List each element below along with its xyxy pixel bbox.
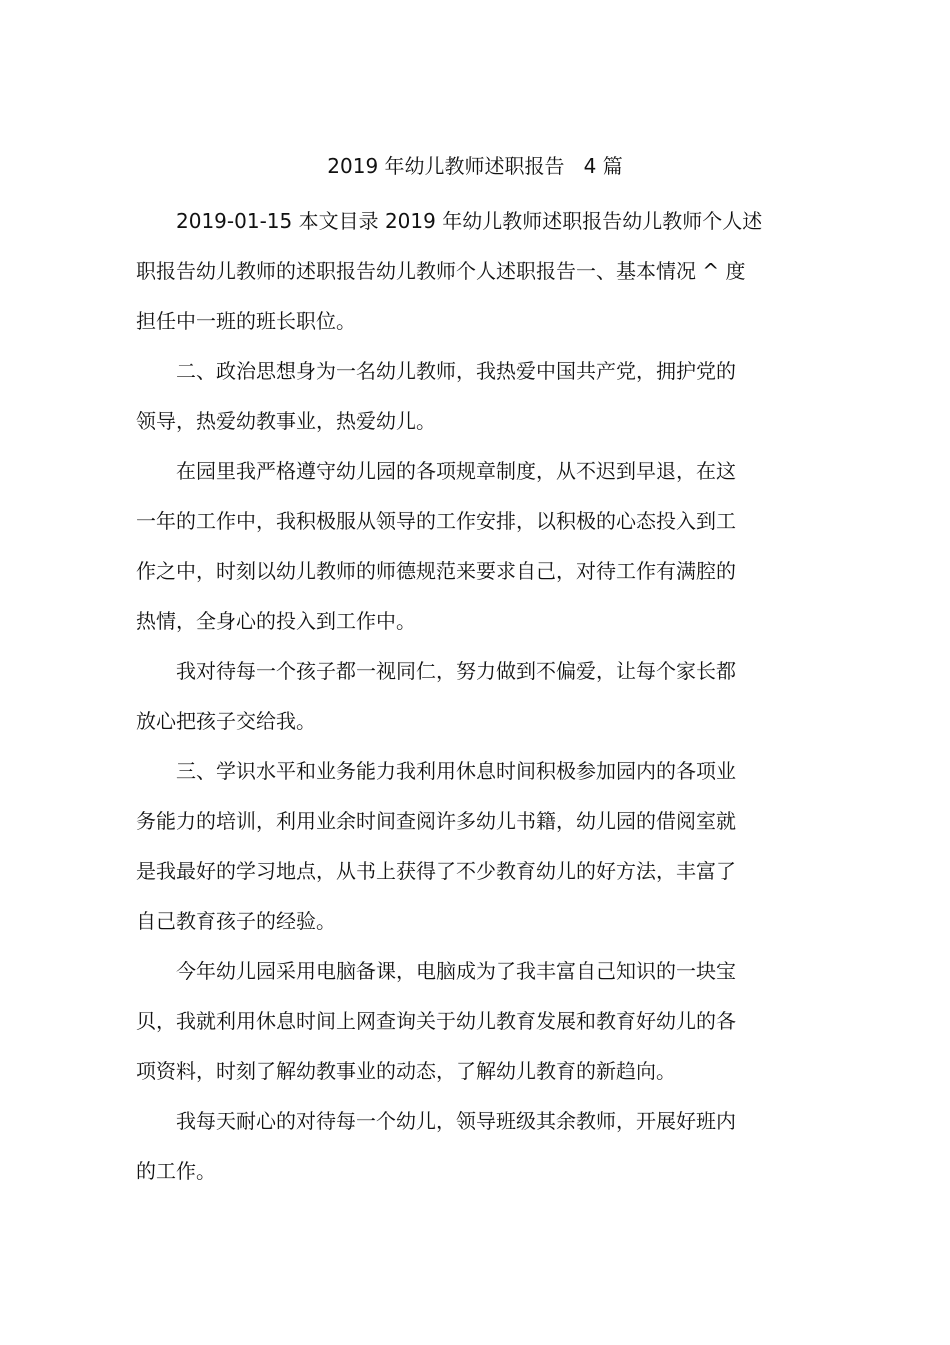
- paragraph-line: 担任中一班的班长职位。: [136, 309, 356, 333]
- paragraph-line: 在园里我严格遵守幼儿园的各项规章制度，从不迟到早退，在这: [176, 459, 736, 483]
- paragraph-line: 作之中，时刻以幼儿教师的师德规范来要求自己，对待工作有满腔的: [136, 559, 736, 583]
- paragraph-political-thought: [136, 346, 806, 446]
- paragraph-line: 项资料，时刻了解幼教事业的动态，了解幼儿教育的新趋向。: [136, 1059, 676, 1083]
- paragraph-line: 职报告幼儿教师的述职报告幼儿教师个人述职报告一、基本情况 ^ 度: [136, 259, 746, 283]
- paragraph-line: 我对待每一个孩子都一视同仁，努力做到不偏爱，让每个家长都: [176, 659, 736, 683]
- paragraph-line: 今年幼儿园采用电脑备课，电脑成为了我丰富自己知识的一块宝: [176, 959, 736, 983]
- paragraph-line: 2019-01-15 本文目录 2019 年幼儿教师述职报告幼儿教师个人述: [176, 209, 763, 233]
- paragraph-line: 是我最好的学习地点，从书上获得了不少教育幼儿的好方法，丰富了: [136, 859, 736, 883]
- paragraph-computer-lessons: [136, 946, 806, 1096]
- paragraph-line: 我每天耐心的对待每一个幼儿，领导班级其余教师，开展好班内: [176, 1109, 736, 1133]
- paragraph-work-attitude: [136, 446, 806, 646]
- paragraph-intro: [136, 196, 806, 346]
- paragraph-fairness: [136, 646, 806, 746]
- paragraph-line: 贝，我就利用休息时间上网查询关于幼儿教育发展和教育好幼儿的各: [136, 1009, 736, 1033]
- paragraph-line: 务能力的培训，利用业余时间查阅许多幼儿书籍，幼儿园的借阅室就: [136, 809, 736, 833]
- paragraph-line: 一年的工作中，我积极服从领导的工作安排，以积极的心态投入到工: [136, 509, 736, 533]
- paragraph-line: 三、学识水平和业务能力我利用休息时间积极参加园内的各项业: [176, 759, 736, 783]
- paragraph-line: 二、政治思想身为一名幼儿教师，我热爱中国共产党，拥护党的: [176, 359, 736, 383]
- paragraph-line: 自己教育孩子的经验。: [136, 909, 336, 933]
- paragraph-knowledge-ability: [136, 746, 806, 946]
- paragraph-line: 热情，全身心的投入到工作中。: [136, 609, 416, 633]
- paragraph-daily-work: [136, 1096, 806, 1196]
- paragraph-line: 的工作。: [136, 1159, 216, 1183]
- paragraph-line: 领导，热爱幼教事业，热爱幼儿。: [136, 409, 436, 433]
- document-body: [136, 196, 806, 1196]
- paragraph-line: 放心把孩子交给我。: [136, 709, 316, 733]
- document-title: 2019 年幼儿教师述职报告 4 篇: [327, 154, 623, 178]
